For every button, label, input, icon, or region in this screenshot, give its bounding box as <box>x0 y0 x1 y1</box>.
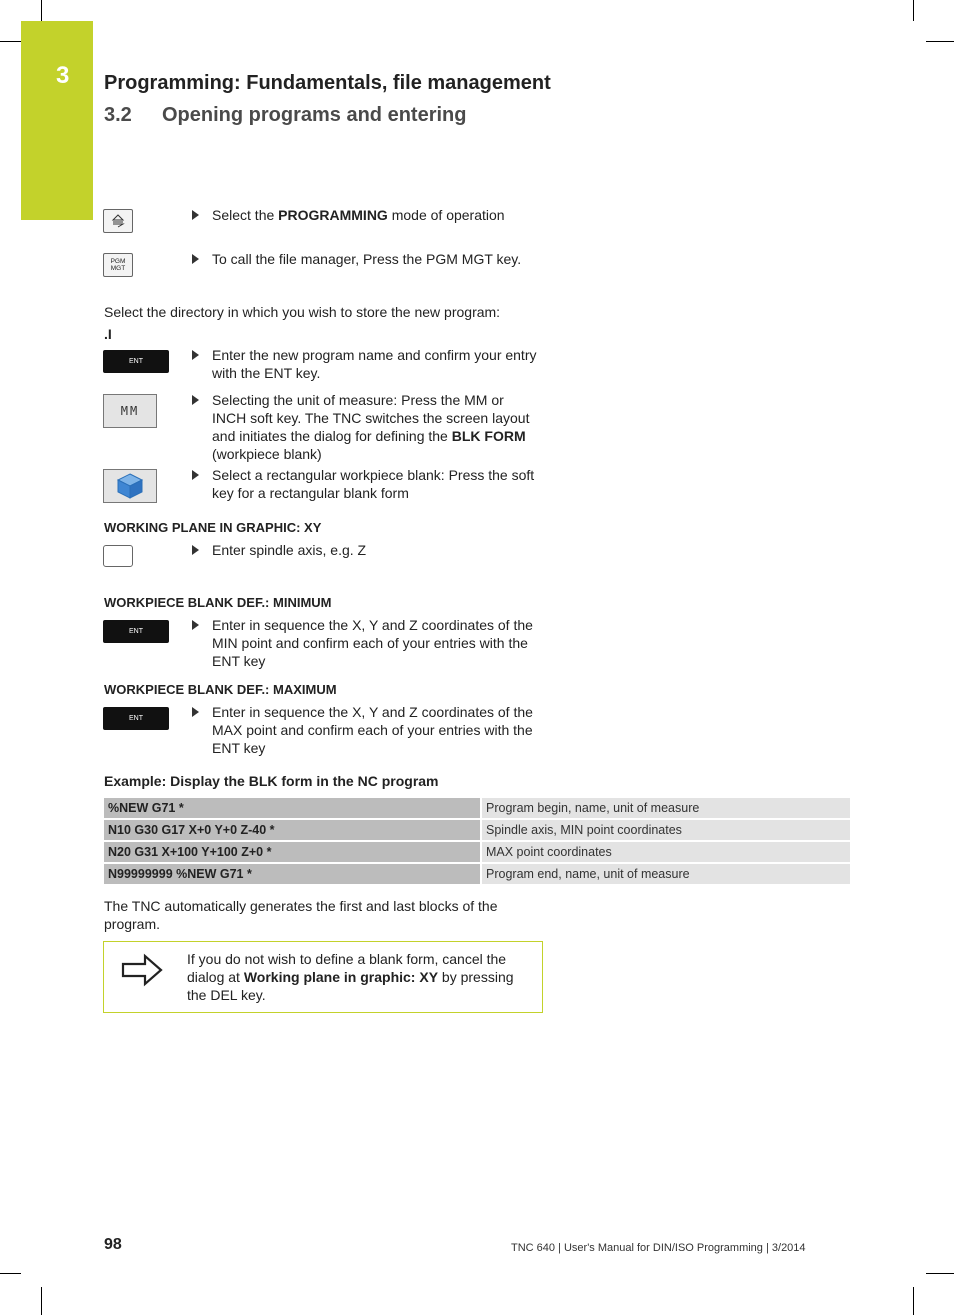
pgm-mgt-key: PGM MGT <box>103 253 133 277</box>
table-row <box>104 820 850 840</box>
auto-blocks-text: The TNC automatically generates the first and last blocks of the program. <box>104 898 498 932</box>
label-blank-minimum: WORKPIECE BLANK DEF.: MINIMUM <box>104 595 332 610</box>
crop-mark <box>0 41 21 42</box>
arrow-right-icon <box>121 953 163 987</box>
step-file-manager: To call the file manager, Press the PGM MGT key. <box>192 250 537 268</box>
note-text: If you do not wish to define a blank form, cancel the dialog at Working plane in graphic: XY by pressing the DEL key. <box>187 951 514 1003</box>
step-max-point: Enter in sequence the X, Y and Z coordinates of the MAX point and confirm each of your entries with the ENT key <box>192 703 537 757</box>
programming-mode-key <box>103 209 133 233</box>
axis-key <box>103 545 133 567</box>
mm-softkey: MM <box>103 394 157 428</box>
table-row <box>104 798 850 818</box>
cube-icon <box>115 472 145 500</box>
chapter-title: Programming: Fundamentals, file management <box>104 72 551 94</box>
nc-description: Program end, name, unit of measure <box>480 864 850 884</box>
nc-description: MAX point coordinates <box>480 842 850 862</box>
bullet-arrow-icon <box>192 545 199 555</box>
page-number: 98 <box>104 1236 122 1253</box>
crop-mark <box>926 41 954 42</box>
bullet-arrow-icon <box>192 620 199 630</box>
nc-code: N20 G31 X+100 Y+100 Z+0 * <box>104 842 480 862</box>
crop-mark <box>913 0 914 21</box>
programming-mode-icon <box>111 214 125 228</box>
chapter-tab <box>21 21 93 220</box>
ent-key: ENT <box>103 620 169 643</box>
table-row <box>104 842 850 862</box>
step-unit-of-measure: Selecting the unit of measure: Press the MM or INCH soft key. The TNC switches the screen layout and initiates the dialog for defining the BLK FORM (workpiece blank) <box>192 391 537 463</box>
crop-mark <box>0 1273 21 1274</box>
note-box <box>103 941 543 1013</box>
nc-program-table <box>104 796 850 886</box>
step-rectangular-blank: Select a rectangular workpiece blank: Press the soft key for a rectangular blank form <box>192 466 537 502</box>
select-directory-text: Select the directory in which you wish to store the new program: <box>104 304 501 320</box>
bullet-arrow-icon <box>192 707 199 717</box>
nc-code: N10 G30 G17 X+0 Y+0 Z-40 * <box>104 820 480 840</box>
crop-mark <box>913 1287 914 1315</box>
step-min-point: Enter in sequence the X, Y and Z coordinates of the MIN point and confirm each of your entries with the ENT key <box>192 616 537 670</box>
section-heading <box>104 104 466 127</box>
nc-description: Spindle axis, MIN point coordinates <box>480 820 850 840</box>
nc-code: %NEW G71 * <box>104 798 480 818</box>
bullet-arrow-icon <box>192 254 199 264</box>
rectangular-blank-softkey <box>103 469 157 503</box>
example-title: Example: Display the BLK form in the NC program <box>104 773 439 789</box>
bullet-arrow-icon <box>192 210 199 220</box>
ent-key: ENT <box>103 707 169 730</box>
chapter-number: 3 <box>56 62 70 89</box>
nc-code: N99999999 %NEW G71 * <box>104 864 480 884</box>
filename-token: .I <box>104 326 112 342</box>
crop-mark <box>41 1287 42 1315</box>
step-program-name: Enter the new program name and confirm your entry with the ENT key. <box>192 346 537 382</box>
step-spindle-axis: Enter spindle axis, e.g. Z <box>192 541 537 559</box>
label-working-plane: WORKING PLANE IN GRAPHIC: XY <box>104 520 322 535</box>
label-blank-maximum: WORKPIECE BLANK DEF.: MAXIMUM <box>104 682 337 697</box>
nc-description: Program begin, name, unit of measure <box>480 798 850 818</box>
ent-key: ENT <box>103 350 169 373</box>
crop-mark <box>41 0 42 21</box>
section-number: 3.2 <box>104 104 132 126</box>
footer-text: TNC 640 | User's Manual for DIN/ISO Programming | 3/2014 <box>511 1242 806 1254</box>
bullet-arrow-icon <box>192 395 199 405</box>
bullet-arrow-icon <box>192 470 199 480</box>
section-title: Opening programs and entering <box>162 104 467 126</box>
step-select-programming: Select the PROGRAMMING mode of operation <box>192 206 537 224</box>
crop-mark <box>926 1273 954 1274</box>
table-row <box>104 864 850 884</box>
bullet-arrow-icon <box>192 350 199 360</box>
